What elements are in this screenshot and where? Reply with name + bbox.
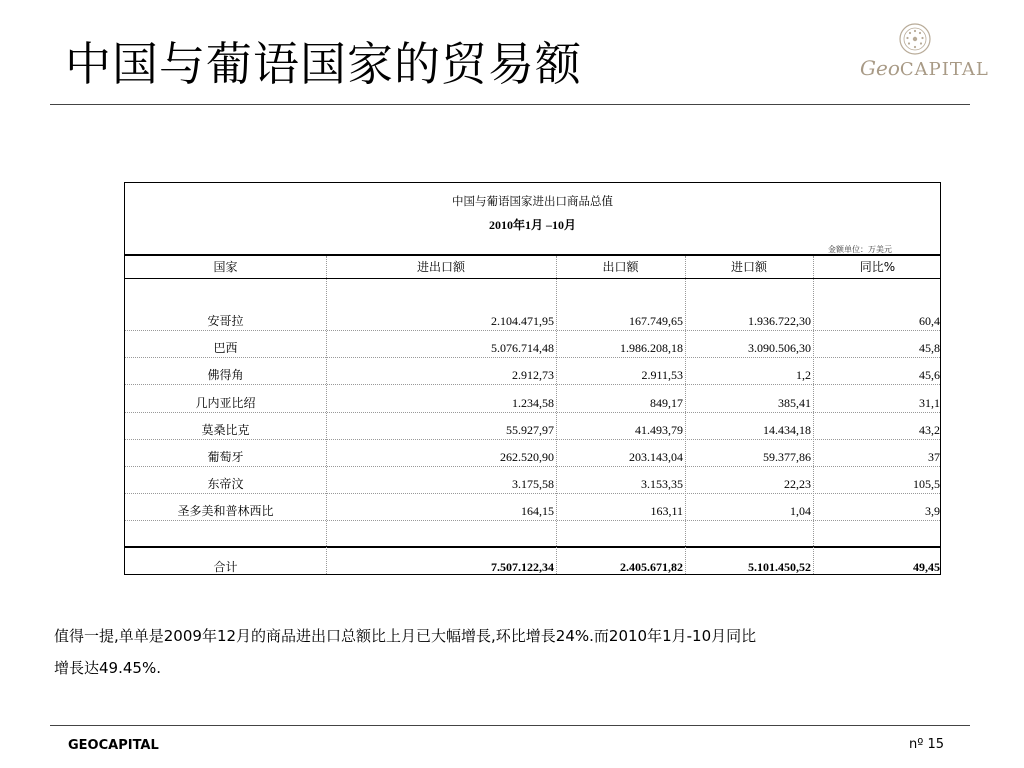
export-cell: 163,11: [650, 504, 683, 519]
import-cell: 14.434,18: [763, 422, 811, 437]
country-cell: 几内亚比绍: [195, 395, 256, 410]
row-divider: [125, 466, 940, 467]
title-divider: [50, 104, 970, 105]
logo-geo-text: Geo: [860, 56, 900, 80]
row-divider: [125, 330, 940, 331]
table-unit: 金额单位：万美元: [828, 245, 892, 254]
column-divider: [326, 256, 327, 574]
column-divider: [556, 256, 557, 574]
column-divider: [813, 256, 814, 574]
import-cell: 1,04: [790, 504, 811, 519]
yoy-cell: 3,9: [925, 504, 940, 519]
country-cell: 佛得角: [207, 368, 244, 383]
slide-title: 中国与葡语国家的贸易额: [65, 37, 582, 91]
country-cell: 葡萄牙: [207, 450, 244, 464]
yoy-cell: 45,6: [919, 368, 940, 383]
logo-capital-text: CAPITAL: [899, 59, 989, 80]
trade-table: [124, 182, 941, 575]
geocapital-logo: [860, 22, 989, 84]
total-export-cell: 2.405.671,82: [620, 560, 683, 574]
total-cell: 2.912,73: [512, 368, 554, 383]
export-cell: 2.911,53: [641, 368, 683, 383]
export-cell: 1.986.208,18: [620, 341, 683, 356]
export-cell: 203.143,04: [629, 450, 683, 464]
row-divider: [125, 412, 940, 413]
row-divider: [125, 384, 940, 385]
column-header: 国家: [213, 260, 238, 274]
country-cell: 东帝汶: [207, 477, 244, 492]
import-cell: 59.377,86: [763, 450, 811, 464]
row-divider: [125, 357, 940, 358]
total-total-cell: 7.507.122,34: [491, 560, 554, 574]
export-cell: 3.153,35: [641, 477, 683, 492]
export-cell: 849,17: [650, 395, 683, 410]
total-cell: 164,15: [521, 504, 554, 519]
total-top-rule: [125, 546, 940, 548]
import-cell: 385,41: [778, 395, 811, 410]
footer-divider: [50, 725, 970, 726]
total-cell: 1.234,58: [512, 395, 554, 410]
yoy-cell: 105,5: [913, 477, 940, 492]
table-period: 2010年1月 –10月: [488, 218, 576, 232]
yoy-cell: 60,4: [919, 314, 940, 328]
seal-emblem-icon: [898, 22, 932, 56]
page-number: nº 15: [908, 737, 944, 752]
yoy-cell: 31,1: [919, 395, 940, 410]
column-header: 进出口额: [416, 260, 465, 274]
yoy-cell: 45,8: [919, 341, 940, 356]
total-cell: 3.175,58: [512, 477, 554, 492]
header-bottom-rule: [125, 278, 940, 279]
export-cell: 41.493,79: [635, 422, 683, 437]
total-cell: 2.104.471,95: [491, 314, 554, 328]
country-cell: 巴西: [213, 341, 238, 356]
column-header: 出口额: [602, 260, 639, 274]
commentary-line-1: 值得一提,单单是2009年12月的商品进出口总额比上月已大幅增長,环比增長24%.而2010年1月-10月同比: [54, 627, 757, 645]
import-cell: 22,23: [784, 477, 811, 492]
footer-brand: GEOCAPITAL: [68, 738, 159, 753]
total-cell: 5.076.714,48: [491, 341, 554, 356]
total-cell: 262.520,90: [500, 450, 554, 464]
import-cell: 1,2: [796, 368, 811, 383]
table-title: 中国与葡语国家进出口商品总值: [452, 194, 613, 208]
column-header: 同比%: [859, 260, 896, 274]
export-cell: 167.749,65: [629, 314, 683, 328]
total-label: 合计: [213, 560, 238, 574]
column-divider: [685, 256, 686, 574]
import-cell: 1.936.722,30: [748, 314, 811, 328]
country-cell: 安哥拉: [207, 314, 244, 328]
total-cell: 55.927,97: [506, 422, 554, 437]
total-import-cell: 5.101.450,52: [748, 560, 811, 574]
commentary-text: [54, 620, 974, 684]
country-cell: 圣多美和普林西比: [177, 504, 274, 519]
column-header: 进口额: [730, 260, 767, 274]
yoy-cell: 43,2: [919, 422, 940, 437]
commentary-line-2: 增長达49.45%.: [54, 659, 161, 677]
logo-wordmark: [860, 56, 989, 80]
row-divider: [125, 439, 940, 440]
row-divider: [125, 520, 940, 521]
total-yoy-cell: 49,45: [913, 560, 940, 574]
yoy-cell: 37: [928, 450, 940, 464]
header-top-rule: [125, 254, 940, 256]
row-divider: [125, 493, 940, 494]
country-cell: 莫桑比克: [201, 422, 250, 437]
import-cell: 3.090.506,30: [748, 341, 811, 356]
